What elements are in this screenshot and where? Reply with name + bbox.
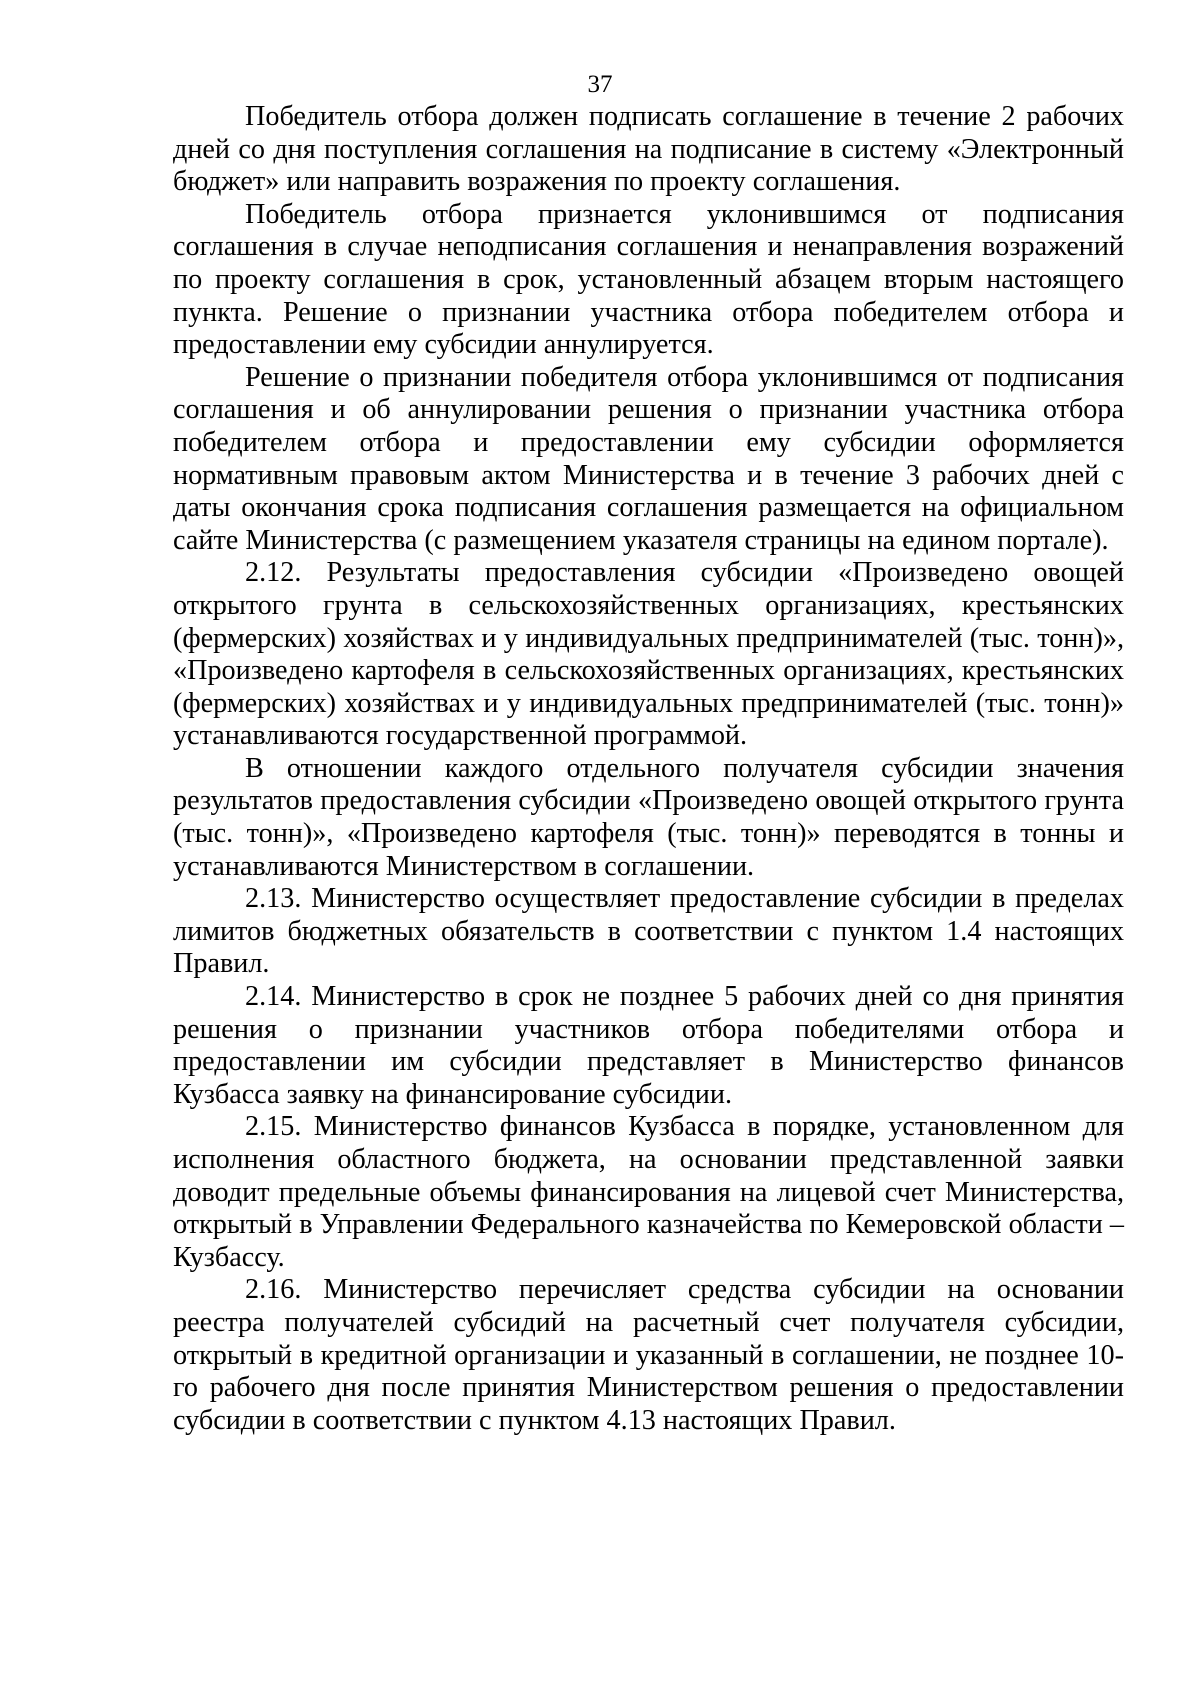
paragraph-winner-evasion: Победитель отбора признается уклонившимся от подписания соглашения в случае неподписания соглашения и ненаправления возражений по проекту соглашения в срок, установленный абзацем вторым настоящего пункта. Решение о признании участника отбора победителем отбора и предоставлении ему субсидии аннулируется. bbox=[173, 198, 1124, 361]
paragraph-results-conversion: В отношении каждого отдельного получателя субсидии значения результатов предоставления субсидии «Произведено овощей открытого грунта (тыс. тонн)», «Произведено картофеля (тыс. тонн)» переводятся в тонны и устанавливаются Министерством в соглашении. bbox=[173, 752, 1124, 882]
paragraph-2-12: 2.12. Результаты предоставления субсидии «Произведено овощей открытого грунта в сельскохозяйственных организациях, крестьянских (фермерских) хозяйствах и у индивидуальных предпринимателей (тыс. тонн)», «Произведено картофеля в сельскохозяйственных организациях, крестьянских (фермерских) хозяйствах и у индивидуальных предпринимателей (тыс. тонн)» устанавливаются государственной программой. bbox=[173, 557, 1124, 752]
paragraph-2-14: 2.14. Министерство в срок не позднее 5 рабочих дней со дня принятия решения о признании участников отбора победителями отбора и предоставлении им субсидии представляет в Министерство финансов Кузбасса заявку на финансирование субсидии. bbox=[173, 981, 1124, 1110]
paragraph-winner-signing: Победитель отбора должен подписать соглашение в течение 2 рабочих дней со дня поступления соглашения на подписание в систему «Электронный бюджет» или направить возражения по проекту соглашения. bbox=[173, 101, 1124, 198]
paragraph-2-16: 2.16. Министерство перечисляет средства субсидии на основании реестра получателей субсидий на расчетный счет получателя субсидии, открытый в кредитной организации и указанный в соглашении, не позднее 10-го рабочего дня после принятия Министерством решения о предоставлении субсидии в соответствии с пунктом 4.13 настоящих Правил. bbox=[173, 1274, 1124, 1436]
page-number: 37 bbox=[587, 71, 613, 98]
paragraph-2-15: 2.15. Министерство финансов Кузбасса в порядке, установленном для исполнения областного бюджета, на основании представленной заявки доводит предельные объемы финансирования на лицевой счет Министерства, открытый в Управлении Федерального казначейства по Кемеровской области – Кузбассу. bbox=[173, 1111, 1124, 1273]
document-body bbox=[173, 101, 1124, 1437]
paragraph-2-13: 2.13. Министерство осуществляет предоставление субсидии в пределах лимитов бюджетных обязательств в соответствии с пунктом 1.4 настоящих Правил. bbox=[173, 883, 1124, 980]
paragraph-evasion-decision: Решение о признании победителя отбора уклонившимся от подписания соглашения и об аннулировании решения о признании участника отбора победителем отбора и предоставлении ему субсидии оформляется нормативным правовым актом Министерства и в течение 3 рабочих дней с даты окончания срока подписания соглашения размещается на официальном сайте Министерства (с размещением указателя страницы на едином портале). bbox=[173, 361, 1124, 556]
